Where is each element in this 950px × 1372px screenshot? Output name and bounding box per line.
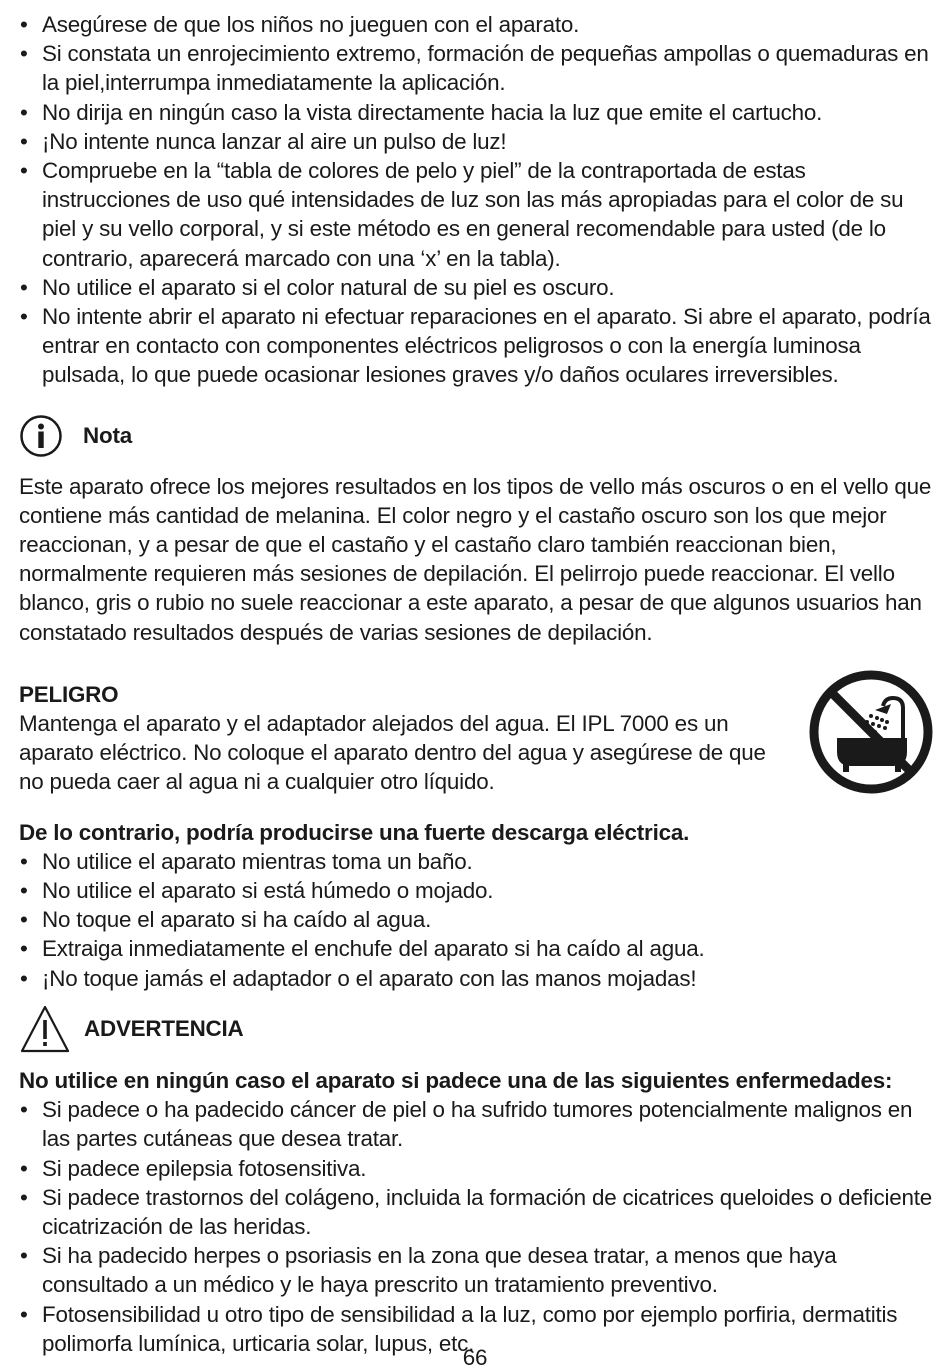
note-title: Nota xyxy=(83,423,132,449)
list-item: • No dirija en ningún caso la vista directamente hacia la luz que emite el cartucho. xyxy=(19,98,935,127)
danger-title: PELIGRO xyxy=(19,681,119,707)
no-bath-icon xyxy=(807,668,935,796)
list-item: • No utilice el aparato mientras toma un baño. xyxy=(19,847,935,876)
list-item: • No intente abrir el aparato ni efectuar reparaciones en el aparato. Si abre el aparato, podría entrar en contacto con componentes eléctricos peligrosos o con la energía luminosa pulsada, lo que puede ocasionar lesiones graves y/o daños oculares irreversibles. xyxy=(19,302,935,390)
danger-section xyxy=(19,680,935,797)
page-number: 66 xyxy=(462,1345,488,1370)
warning-list xyxy=(19,1095,935,1358)
info-icon xyxy=(19,414,63,458)
safety-list xyxy=(19,10,935,390)
danger-list xyxy=(19,847,935,993)
note-text: Este aparato ofrece los mejores resultados en los tipos de vello más oscuros o en el vello que contiene más cantidad de melanina. El color negro y el castaño oscuro son los que mejor reaccionan, y a pesar de que el castaño y el castaño claro también reaccionan bien, normalmente requieren más sesiones de depilación. El pelirrojo puede reaccionar. El vello blanco, gris o rubio no suele reaccionar a este aparato, a pesar de que algunos usuarios han constatado resultados después de varias sesiones de depilación. xyxy=(19,473,932,645)
list-item: • ¡No intente nunca lanzar al aire un pulso de luz! xyxy=(19,127,935,156)
note-heading xyxy=(19,412,935,460)
list-item: • Si constata un enrojecimiento extremo, formación de pequeñas ampollas o quemaduras en la piel,interrumpa inmediatamente la aplicación. xyxy=(19,39,935,97)
danger-consequence: De lo contrario, podría producirse una fuerte descarga eléctrica. xyxy=(19,819,690,845)
warning-intro: No utilice en ningún caso el aparato si padece una de las siguientes enfermedades: xyxy=(19,1067,893,1093)
list-item: • Compruebe en la “tabla de colores de pelo y piel” de la contraportada de estas instrucciones de uso qué intensidades de luz son las más apropiadas para el color de su piel y su vello corporal, y si este método es en general recomendable para usted (de lo contrario, aparecerá marcado con una ‘x’ en la tabla). xyxy=(19,156,935,273)
warning-triangle-icon xyxy=(19,1004,71,1054)
list-item: • Si padece epilepsia fotosensitiva. xyxy=(19,1154,935,1183)
danger-text: Mantenga el aparato y el adaptador alejados del agua. El IPL 7000 es un aparato eléctrico. No coloque el aparato dentro del agua y asegúrese de que no pueda caer al agua ni a cualquier otro líquido. xyxy=(19,711,766,795)
list-item: • No utilice el aparato si el color natural de su piel es oscuro. xyxy=(19,273,935,302)
list-item: • Extraiga inmediatamente el enchufe del aparato si ha caído al agua. xyxy=(19,934,935,963)
list-item: • Si padece o ha padecido cáncer de piel o ha sufrido tumores potencialmente malignos en las partes cutáneas que desea tratar. xyxy=(19,1095,935,1153)
list-item: • ¡No toque jamás el adaptador o el aparato con las manos mojadas! xyxy=(19,964,935,993)
warning-title: ADVERTENCIA xyxy=(84,1016,244,1042)
list-item: • Asegúrese de que los niños no jueguen con el aparato. xyxy=(19,10,935,39)
list-item: • No utilice el aparato si está húmedo o mojado. xyxy=(19,876,935,905)
list-item: • Fotosensibilidad u otro tipo de sensibilidad a la luz, como por ejemplo porfiria, dermatitis polimorfa lumínica, urticaria solar, lupus, etc. xyxy=(19,1300,935,1358)
list-item: • Si padece trastornos del colágeno, incluida la formación de cicatrices queloides o deficiente cicatrización de las heridas. xyxy=(19,1183,935,1241)
manual-page xyxy=(19,10,935,1358)
list-item: • Si ha padecido herpes o psoriasis en la zona que desea tratar, a menos que haya consultado a un médico y le haya prescrito un tratamiento preventivo. xyxy=(19,1241,935,1299)
list-item: • No toque el aparato si ha caído al agua. xyxy=(19,905,935,934)
warning-heading xyxy=(19,1001,935,1057)
